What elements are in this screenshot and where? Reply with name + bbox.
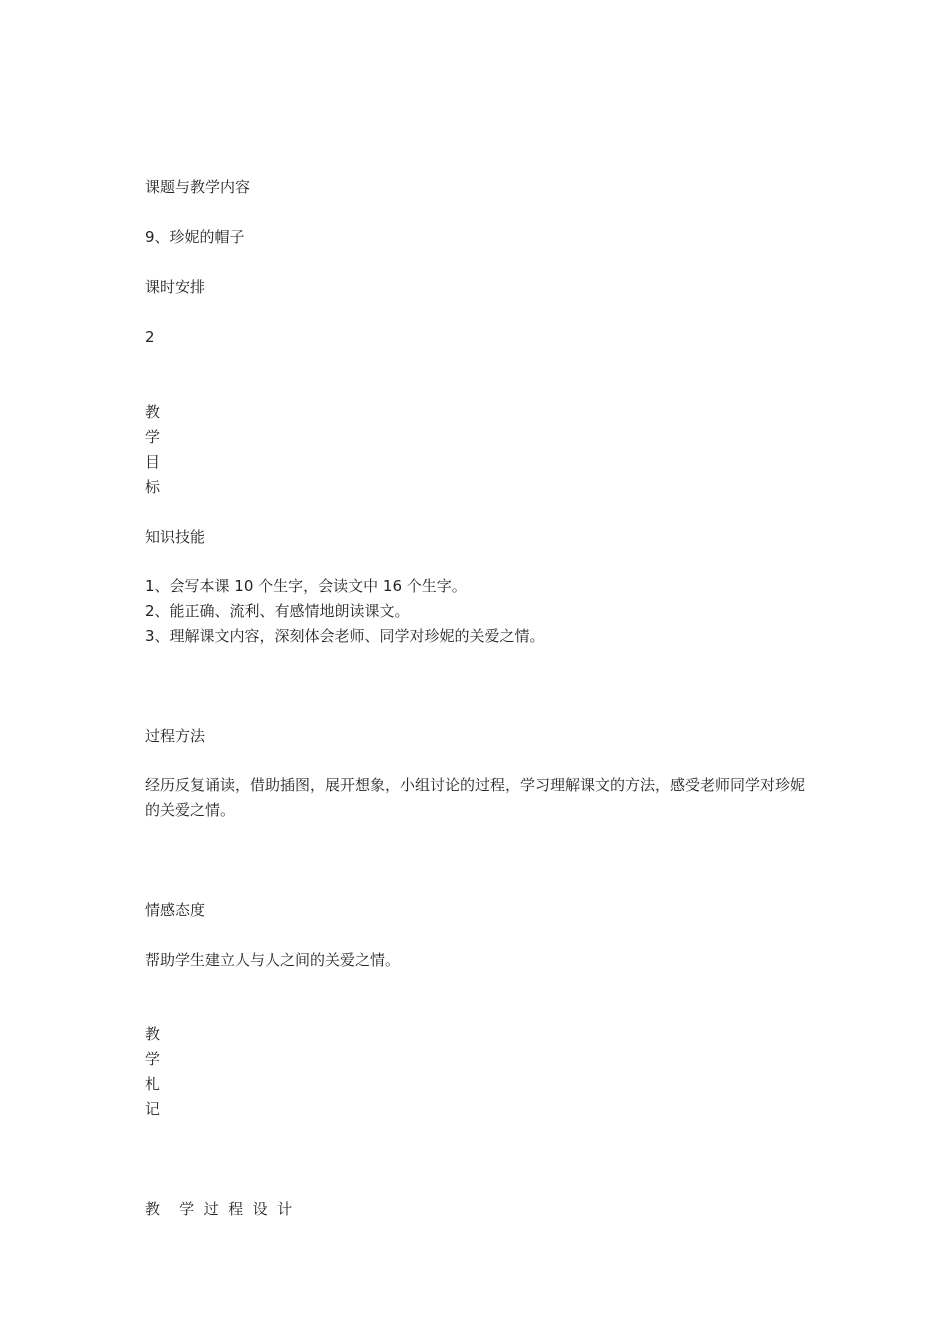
process-label: 过程方法 (145, 727, 206, 745)
knowledge-item: 3、理解课文内容，深刻体会老师、同学对珍妮的关爱之情。 (145, 627, 545, 645)
design-heading: 教 学 过 程 设 计 (145, 1200, 293, 1218)
notes-label (145, 1022, 160, 1122)
notes-char: 学 (145, 1050, 161, 1068)
notes-char: 札 (145, 1075, 161, 1093)
knowledge-list (145, 574, 545, 649)
objectives-char: 标 (145, 478, 161, 496)
topic-value: 9、珍妮的帽子 (145, 228, 245, 246)
notes-char: 教 (145, 1025, 161, 1043)
emotion-label: 情感态度 (145, 901, 206, 919)
hours-label: 课时安排 (145, 278, 206, 296)
objectives-label (145, 400, 160, 500)
notes-char: 记 (145, 1100, 161, 1118)
objectives-char: 目 (145, 453, 161, 471)
knowledge-label: 知识技能 (145, 528, 206, 546)
hours-value: 2 (145, 328, 155, 346)
process-text: 经历反复诵读，借助插图，展开想象，小组讨论的过程，学习理解课文的方法，感受老师同学对珍妮的关爱之情。 (145, 776, 806, 819)
topic-label: 课题与教学内容 (145, 178, 251, 196)
knowledge-item: 2、能正确、流利、有感情地朗读课文。 (145, 602, 410, 620)
knowledge-item: 1、会写本课 10 个生字，会读文中 16 个生字。 (145, 577, 467, 595)
emotion-text: 帮助学生建立人与人之间的关爱之情。 (145, 951, 401, 969)
objectives-char: 学 (145, 428, 161, 446)
objectives-char: 教 (145, 403, 161, 421)
